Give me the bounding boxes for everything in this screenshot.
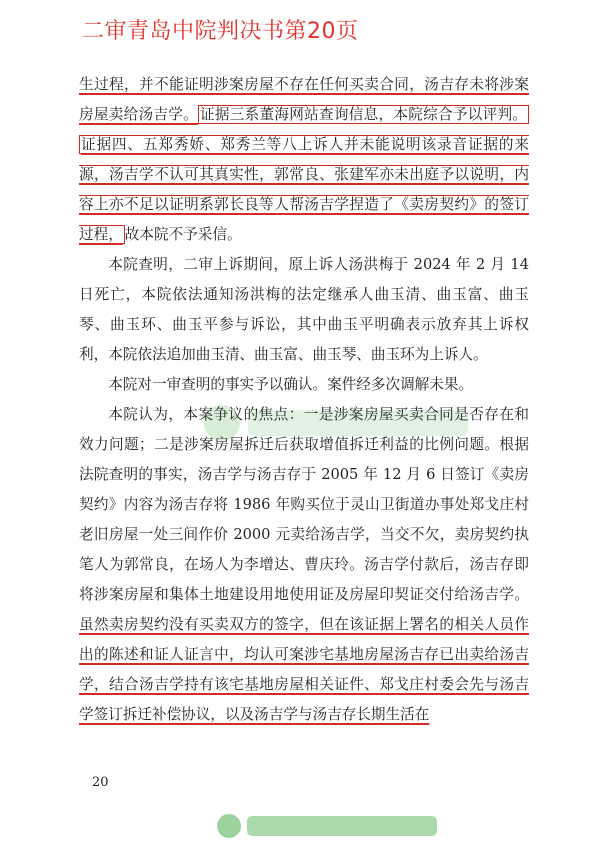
paragraph-findings: 本院查明，二审上诉期间，原上诉人汤洪梅于 2024 年 2 月 14 日死亡，本院依法通知汤洪梅的法定继承人曲玉清、曲玉富、曲玉琴、曲玉环、曲玉平参与诉讼，其中曲玉平明确表示放弃其上诉权利，本院依法追加曲玉清、曲玉富、曲玉琴、曲玉环为上诉人。 [79, 256, 529, 363]
document-body [79, 70, 529, 730]
paragraph-confirmation: 本院对一审查明的事实予以确认。案件经多次调解未果。 [108, 376, 474, 393]
plain-text: 本院认为，本案争议的焦点：一是涉案房屋买卖合同是否存在和效力问题；二是涉案房屋拆迁后获取增值拆迁利益的比例问题。根据法院查明的事实，汤吉学与汤吉存于 2005 年 12 月 6 日签订《卖房契约》内容为汤吉存将 1986 年购买位于灵山卫街道办事处郑戈庄村老旧房屋一处三间作价 2000 元卖给汤吉学，当交不欠，卖房契约执笔人为郭常良，在场人为李增达、曹庆玲。汤吉学付款后，汤吉存即将涉案房屋和集体土地建设用地使用证及房屋印契证交付给汤吉学。 [79, 406, 529, 603]
plain-text: 故本院不予采信。 [124, 226, 242, 243]
watermark-logo [215, 812, 445, 841]
paragraph-evidence-analysis [79, 70, 529, 250]
highlighted-passage: 生过程，并不能证明涉案房屋不存在任何买卖合同，汤吉存未将涉案房屋卖给汤吉学。 [79, 76, 529, 123]
page-number: 20 [92, 775, 109, 790]
boxed-label: 证据四、五郑秀娇、郑秀兰等八上诉人并未能说明该录音证据的来源，汤吉学不认可其真实性，郭常良、张建军亦未出庭予以说明，内容上亦不足以证明系郭长良等人帮汤吉学捏造了《卖房契约》的签订过程， [79, 136, 529, 243]
page-title: 二审青岛中院判决书第20页 [82, 19, 359, 44]
paragraph-reasoning [79, 400, 529, 730]
boxed-passage: 证据三系董海网站查询信息，本院综合予以评判。 [200, 106, 527, 123]
highlighted-passage: 虽然卖房契约没有买卖双方的签字，但在该证据上署名的相关人员作出的陈述和证人证言中，均认可案涉宅基地房屋汤吉存已出卖给汤吉学，结合汤吉学持有该宅基地房屋相关证件、郑戈庄村委会先与汤吉学签订拆迁补偿协议，以及汤吉学与汤吉存长期生活在 [79, 616, 529, 723]
